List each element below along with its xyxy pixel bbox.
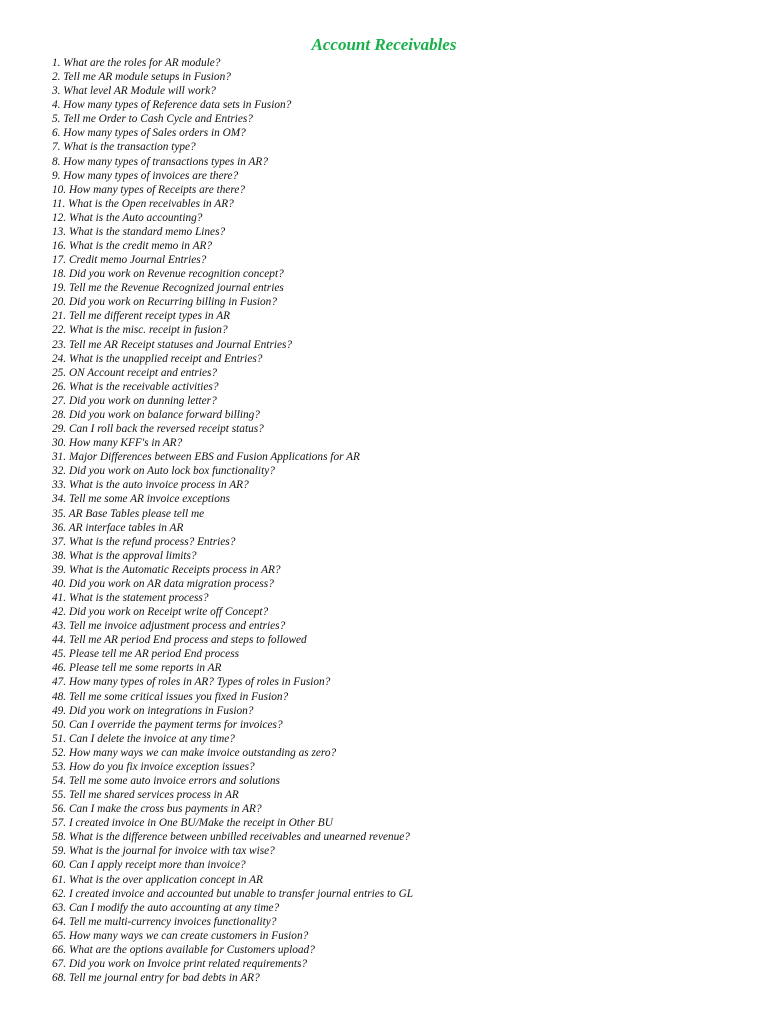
question-item: 4. How many types of Reference data sets in Fusion? bbox=[52, 99, 292, 112]
question-item: 32. Did you work on Auto lock box functionality? bbox=[52, 465, 275, 478]
question-item: 25. ON Account receipt and entries? bbox=[52, 366, 218, 379]
question-item: 54. Tell me some auto invoice errors and solutions bbox=[52, 774, 280, 787]
question-item: 9. How many types of invoices are there? bbox=[52, 169, 239, 182]
question-item: 47. How many types of roles in AR? Types of roles in Fusion? bbox=[52, 676, 331, 689]
question-item: 20. Did you work on Recurring billing in Fusion? bbox=[52, 296, 277, 309]
question-item: 23. Tell me AR Receipt statuses and Journal Entries? bbox=[52, 338, 293, 351]
question-item: 19. Tell me the Revenue Recognized journal entries bbox=[52, 282, 284, 295]
question-item: 27. Did you work on dunning letter? bbox=[52, 394, 217, 407]
question-item: 26. What is the receivable activities? bbox=[52, 380, 219, 393]
question-item: 38. What is the approval limits? bbox=[52, 549, 197, 562]
question-item: 57. I created invoice in One BU/Make the receipt in Other BU bbox=[52, 817, 333, 830]
question-item: 36. AR interface tables in AR bbox=[52, 521, 184, 534]
question-item: 37. What is the refund process? Entries? bbox=[52, 535, 236, 548]
question-item: 1. What are the roles for AR module? bbox=[52, 57, 221, 69]
question-item: 43. Tell me invoice adjustment process and entries? bbox=[52, 620, 286, 633]
question-item: 49. Did you work on integrations in Fusion? bbox=[52, 704, 254, 717]
page-title: Account Receivables bbox=[311, 35, 457, 54]
question-item: 2. Tell me AR module setups in Fusion? bbox=[52, 71, 231, 84]
question-item: 24. What is the unapplied receipt and Entries? bbox=[52, 352, 263, 365]
question-item: 60. Can I apply receipt more than invoice? bbox=[52, 859, 246, 872]
question-item: 48. Tell me some critical issues you fixed in Fusion? bbox=[52, 690, 289, 703]
question-item: 35. AR Base Tables please tell me bbox=[52, 507, 205, 520]
question-item: 16. What is the credit memo in AR? bbox=[52, 240, 213, 253]
question-item: 51. Can I delete the invoice at any time? bbox=[52, 732, 235, 745]
question-item: 65. How many ways we can create customers in Fusion? bbox=[52, 929, 309, 942]
question-item: 17. Credit memo Journal Entries? bbox=[52, 254, 207, 267]
question-item: 10. How many types of Receipts are there? bbox=[52, 183, 246, 196]
question-item: 13. What is the standard memo Lines? bbox=[52, 225, 226, 238]
question-item: 62. I created invoice and accounted but unable to transfer journal entries to GL bbox=[52, 887, 414, 900]
question-item: 41. What is the statement process? bbox=[52, 591, 209, 604]
question-item: 50. Can I override the payment terms for invoices? bbox=[52, 718, 283, 731]
question-item: 55. Tell me shared services process in AR bbox=[52, 789, 239, 802]
question-item: 66. What are the options available for Customers upload? bbox=[52, 943, 315, 956]
question-item: 52. How many ways we can make invoice outstanding as zero? bbox=[52, 746, 337, 759]
question-item: 28. Did you work on balance forward billing? bbox=[52, 408, 260, 421]
question-item: 12. What is the Auto accounting? bbox=[52, 211, 203, 224]
question-item: 45. Please tell me AR period End process bbox=[52, 648, 239, 661]
question-item: 7. What is the transaction type? bbox=[52, 141, 196, 154]
question-item: 53. How do you fix invoice exception issues? bbox=[52, 760, 255, 773]
question-item: 8. How many types of transactions types in AR? bbox=[52, 155, 268, 168]
question-item: 39. What is the Automatic Receipts process in AR? bbox=[52, 563, 281, 576]
question-item: 11. What is the Open receivables in AR? bbox=[52, 197, 234, 210]
question-item: 42. Did you work on Receipt write off Concept? bbox=[52, 606, 269, 619]
question-item: 33. What is the auto invoice process in AR? bbox=[52, 479, 249, 492]
question-item: 56. Can I make the cross bus payments in AR? bbox=[52, 803, 262, 816]
question-item: 29. Can I roll back the reversed receipt status? bbox=[52, 423, 264, 436]
question-item: 61. What is the over application concept in AR bbox=[52, 873, 263, 886]
question-item: 44. Tell me AR period End process and steps to followed bbox=[52, 634, 307, 647]
question-item: 58. What is the difference between unbilled receivables and unearned revenue? bbox=[52, 831, 410, 844]
question-item: 67. Did you work on Invoice print related requirements? bbox=[52, 958, 308, 970]
question-list bbox=[52, 56, 413, 985]
question-item: 40. Did you work on AR data migration process? bbox=[52, 577, 274, 590]
question-item: 5. Tell me Order to Cash Cycle and Entries? bbox=[52, 113, 253, 126]
question-item: 68. Tell me journal entry for bad debts in AR? bbox=[52, 972, 260, 985]
question-item: 63. Can I modify the auto accounting at any time? bbox=[52, 901, 280, 914]
question-item: 18. Did you work on Revenue recognition concept? bbox=[52, 268, 284, 281]
question-item: 30. How many KFF's in AR? bbox=[52, 437, 183, 450]
question-item: 34. Tell me some AR invoice exceptions bbox=[52, 493, 230, 506]
question-item: 6. How many types of Sales orders in OM? bbox=[52, 127, 246, 140]
question-item: 21. Tell me different receipt types in AR bbox=[52, 310, 230, 323]
question-item: 31. Major Differences between EBS and Fusion Applications for AR bbox=[52, 451, 360, 464]
question-item: 3. What level AR Module will work? bbox=[52, 85, 216, 98]
question-item: 46. Please tell me some reports in AR bbox=[52, 662, 222, 675]
question-item: 22. What is the misc. receipt in fusion? bbox=[52, 324, 228, 337]
question-item: 64. Tell me multi-currency invoices functionality? bbox=[52, 915, 277, 928]
question-item: 59. What is the journal for invoice with tax wise? bbox=[52, 845, 275, 858]
